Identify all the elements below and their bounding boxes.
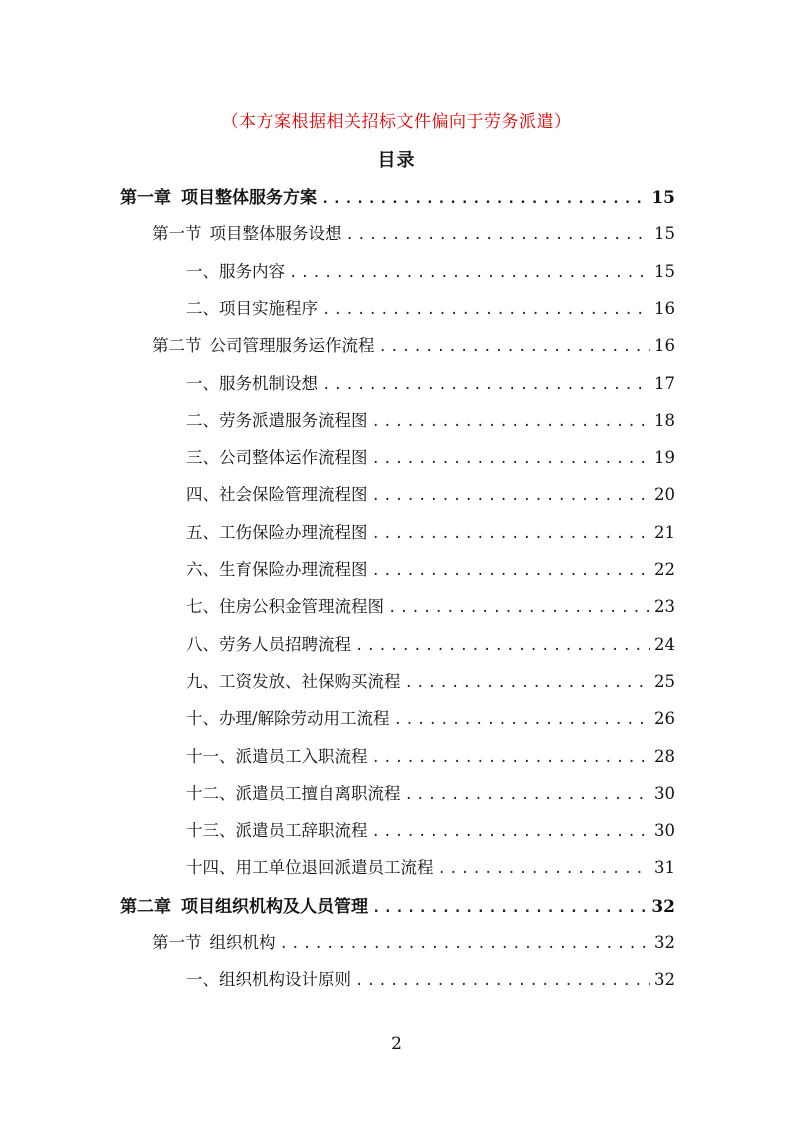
toc-entry-title: 十二、派遣员工擅自离职流程	[186, 783, 401, 803]
toc-entry-label	[186, 519, 368, 543]
toc-entry-number: 第二节	[152, 336, 202, 356]
toc-entry-section[interactable]	[152, 220, 675, 244]
toc-entry-label	[186, 556, 368, 580]
toc-entry-title: 八、劳务人员招聘流程	[186, 634, 351, 654]
toc-entry-label	[186, 817, 368, 841]
toc-entry-title: 七、住房公积金管理流程图	[186, 597, 384, 617]
toc-entry-title: 项目组织机构及人员管理	[181, 896, 368, 917]
toc-entry-page: 19	[654, 448, 675, 468]
toc-entry-chapter[interactable]	[120, 892, 675, 917]
toc-leader-dots	[372, 526, 651, 542]
toc-entry-chapter[interactable]	[120, 183, 675, 208]
toc-entry-label	[186, 743, 368, 767]
toc-entry-label	[186, 705, 390, 729]
toc-entry-page: 24	[654, 634, 675, 654]
toc-entry-number: 第一节	[152, 224, 202, 244]
toc-entry-label	[152, 332, 375, 356]
toc-leader-dots	[379, 339, 651, 355]
toc-entry-title: 五、工伤保险办理流程图	[186, 522, 368, 542]
toc-entry-label	[152, 929, 276, 953]
toc-entry-page: 28	[654, 746, 675, 766]
toc-entry-item[interactable]	[186, 817, 675, 841]
toc-entry-page: 21	[654, 522, 675, 542]
toc-leader-dots	[355, 638, 650, 654]
toc-entry-title: 一、组织机构设计原则	[186, 970, 351, 990]
toc-leader-dots	[372, 563, 651, 579]
toc-entry-title: 六、生育保险办理流程图	[186, 560, 368, 579]
toc-entry-item[interactable]	[186, 854, 675, 878]
toc-entry-item[interactable]	[186, 705, 675, 729]
toc-entry-label	[186, 593, 384, 617]
toc-leader-dots	[372, 451, 651, 467]
toc-leader-dots	[280, 936, 651, 952]
toc-leader-dots	[321, 191, 647, 207]
toc-entry-item[interactable]	[186, 519, 675, 543]
toc-entry-title: 九、工资发放、社保购买流程	[186, 671, 401, 691]
toc-leader-dots	[372, 488, 651, 504]
toc-entry-label	[186, 668, 401, 692]
toc-entry-page: 32	[654, 970, 675, 990]
toc-entry-label	[186, 444, 368, 468]
toc-entry-page: 30	[654, 821, 675, 841]
toc-entry-item[interactable]	[186, 780, 675, 804]
toc-leader-dots	[388, 600, 650, 616]
toc-entry-title: 四、社会保险管理流程图	[186, 485, 368, 505]
toc-entry-label	[120, 183, 317, 208]
toc-entry-label	[186, 481, 368, 505]
toc-entry-item[interactable]	[186, 593, 675, 617]
toc-entry-item[interactable]	[186, 668, 675, 692]
toc-entry-label	[186, 295, 318, 319]
toc-entry-label	[186, 854, 434, 878]
toc-leader-dots	[355, 973, 650, 989]
toc-entry-title: 一、服务机制设想	[186, 373, 318, 393]
toc-entry-page: 32	[651, 896, 675, 917]
toc-entry-item[interactable]	[186, 295, 675, 319]
toc-entry-item[interactable]	[186, 556, 675, 580]
toc-leader-dots	[372, 900, 647, 916]
document-note: （本方案根据相关招标文件偏向于劳务派遣）	[221, 112, 572, 132]
toc-entry-page: 15	[654, 261, 675, 281]
toc-entry-page: 22	[654, 560, 675, 579]
toc-leader-dots	[372, 414, 651, 430]
toc-entry-page: 15	[654, 224, 675, 244]
toc-entry-item[interactable]	[186, 370, 675, 394]
toc-entry-title: 十四、用工单位退回派遣员工流程	[186, 858, 434, 878]
toc-leader-dots	[289, 265, 650, 281]
toc-entry-section[interactable]	[152, 332, 675, 356]
toc-leader-dots	[438, 861, 651, 877]
toc-entry-label	[186, 407, 368, 431]
toc-entry-page: 15	[651, 188, 675, 208]
toc-entry-title: 公司管理服务运作流程	[209, 336, 375, 356]
toc-leader-dots	[394, 712, 650, 728]
toc-entry-item[interactable]	[186, 444, 675, 468]
toc-entry-item[interactable]	[186, 407, 675, 431]
toc-entry-item[interactable]	[186, 966, 675, 990]
toc-entry-page: 26	[654, 709, 675, 729]
toc-entry-title: 组织机构	[209, 933, 276, 952]
toc-entry-title: 十三、派遣员工辞职流程	[186, 821, 368, 841]
toc-leader-dots	[372, 824, 651, 840]
toc-leader-dots	[405, 787, 651, 803]
toc-entry-title: 一、服务内容	[186, 261, 285, 281]
toc-entry-item[interactable]	[186, 481, 675, 505]
toc-entry-title: 项目整体服务设想	[209, 224, 342, 244]
toc-entry-page: 16	[654, 298, 675, 318]
toc-entry-title: 二、劳务派遣服务流程图	[186, 410, 368, 430]
toc-entry-label	[186, 966, 351, 990]
toc-entry-label	[186, 370, 318, 394]
toc-entry-section[interactable]	[152, 929, 675, 953]
toc-entry-label	[186, 258, 285, 282]
toc-leader-dots	[322, 377, 650, 393]
toc-leader-dots	[346, 227, 651, 243]
toc-entry-label	[186, 631, 351, 655]
toc-entry-title: 二、项目实施程序	[186, 298, 318, 318]
toc-entry-label	[120, 892, 368, 917]
toc-title: 目录	[377, 150, 416, 171]
toc-leader-dots	[405, 675, 651, 691]
toc-entry-label	[186, 780, 401, 804]
toc-entry-title: 十、办理/解除劳动用工流程	[186, 709, 390, 729]
page-number: 2	[391, 1034, 402, 1054]
toc-entry-number: 第二章	[120, 896, 171, 917]
toc-entry-page: 30	[654, 783, 675, 803]
toc-entry-page: 20	[654, 485, 675, 505]
toc-entry-page: 25	[654, 671, 675, 691]
toc-entry-title: 十一、派遣员工入职流程	[186, 746, 368, 766]
toc-entry-page: 18	[654, 410, 675, 430]
toc-entry-item[interactable]	[186, 631, 675, 655]
toc-entry-number: 第一节	[152, 933, 202, 952]
toc-entry-number: 第一章	[120, 188, 171, 208]
toc-entry-page: 17	[654, 373, 675, 393]
toc-entry-item[interactable]	[186, 258, 675, 282]
toc-entry-page: 31	[654, 858, 675, 878]
toc-entry-page: 32	[654, 933, 675, 952]
toc-leader-dots	[372, 750, 651, 766]
toc-leader-dots	[322, 302, 650, 318]
toc-entry-label	[152, 220, 342, 244]
toc-entry-page: 16	[654, 336, 675, 356]
toc-entry-page: 23	[654, 597, 675, 617]
toc-entry-item[interactable]	[186, 743, 675, 767]
toc-entry-title: 三、公司整体运作流程图	[186, 448, 368, 468]
toc-entry-title: 项目整体服务方案	[181, 188, 317, 208]
